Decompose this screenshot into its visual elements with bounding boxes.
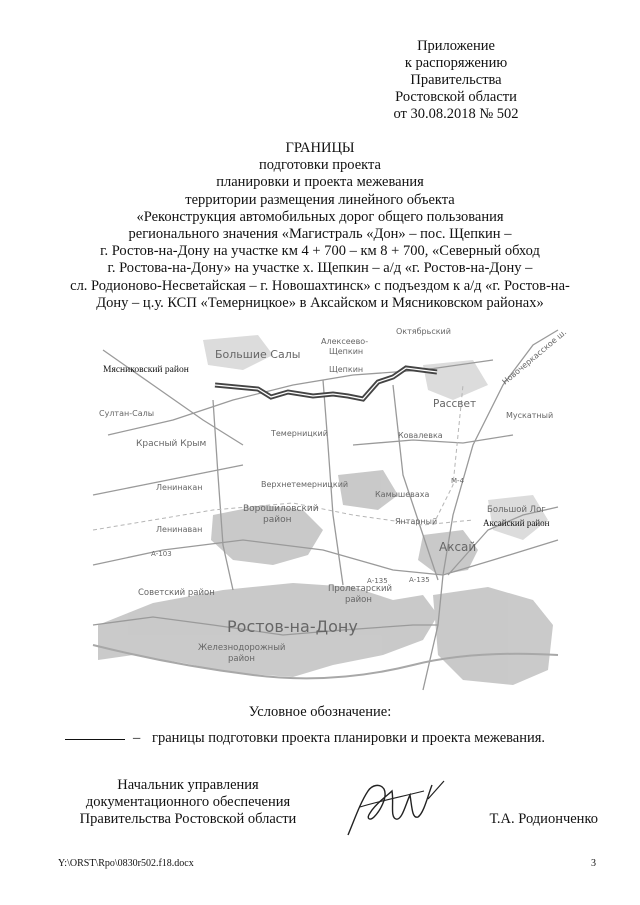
appendix-line: Правительства (410, 72, 502, 88)
legend-title: Условное обозначение: (248, 704, 392, 720)
title-line: г. Ростов-на-Дону на участке км 4 + 700 – км 8 + 700, «Северный обход (100, 243, 540, 260)
appendix-line: Приложение (417, 38, 495, 54)
document-title (40, 140, 600, 312)
legend-line-symbol (65, 739, 125, 740)
appendix-line: Ростовской области (395, 89, 517, 105)
signature (340, 773, 450, 848)
title-line: подготовки проекта (259, 157, 381, 174)
title-line: территории размещения линейного объекта (185, 191, 455, 208)
map-label-zheleznodorozhny: Железнодорожный (198, 643, 286, 653)
title-line: г. Ростова-на-Дону» на участке х. Щепкин – а/д «г. Ростов-на-Дону – (107, 260, 533, 277)
map-label-yantarny: Янтарный (395, 517, 438, 526)
map-label-krasny-krym: Красный Крым (136, 439, 207, 449)
map-label-alekseevo: Алексеево- (321, 337, 369, 346)
map-canvas (93, 325, 569, 690)
title-heading: ГРАНИЦЫ (285, 140, 355, 156)
map-label-bolshoy-log: Большой Лог (487, 505, 546, 515)
map-label-aksay: Аксай (439, 540, 477, 554)
map-label-kovalevka: Ковалевка (398, 431, 443, 440)
signature-graphic (340, 773, 450, 843)
map-label-shchepkin: Щепкин (329, 365, 364, 374)
map-label-zheleznodorozhny-2: район (228, 654, 255, 664)
map-label-road-m4: М-4 (451, 477, 465, 485)
signer-name: Т.А. Родионченко (489, 811, 598, 827)
signer-position-line: Правительства Ростовской области (79, 811, 297, 827)
appendix-block (346, 38, 566, 123)
map-label-rostov: Ростов-на-Дону (227, 617, 358, 636)
title-line: Дону – ц.у. КСП «Темерницкое» в Аксайском и Мясниковском районах» (96, 294, 544, 311)
map-label-muskatny: Мускатный (506, 411, 554, 420)
map-label-road-a135-2: А-135 (409, 576, 430, 584)
map-label-proletarsky: Пролетарский (328, 584, 393, 594)
map-label-road-a103: А-103 (151, 550, 172, 558)
map-label-sovetsky-district: Советский район (138, 588, 215, 598)
map-label-voroshilovsky-2: район (263, 515, 292, 525)
map-label-voroshilovsky: Ворошиловский (243, 504, 319, 514)
signer-position-line: документационного обеспечения (85, 794, 291, 810)
map-label-novocherkassk-road: Новочеркасское ш. (500, 327, 569, 387)
page-number: 3 (591, 858, 596, 869)
legend-description: границы подготовки проекта планировки и проекта межевания. (152, 730, 546, 746)
signer-position (68, 777, 308, 828)
map-label-myasnikovsky-district: Мясниковский район (103, 365, 189, 375)
map-label-aksaysky-district: Аксайский район (483, 518, 550, 528)
title-line: планировки и проекта межевания (216, 174, 424, 191)
map-label-alekseevo-2: Щепкин (329, 347, 364, 356)
map-label-leninakan: Ленинакан (156, 483, 203, 492)
map-label-rassvet: Рассвет (433, 398, 477, 410)
title-line: сл. Родионово-Несветайская – г. Новошахтинск» с подъездом к а/д «г. Ростов-на- (70, 277, 570, 294)
appendix-line: к распоряжению (404, 55, 508, 71)
title-line: регионального значения «Магистраль «Дон» – пос. Щепкин – (128, 226, 512, 243)
map-label-kamyshevakha: Камышеваха (375, 490, 430, 499)
title-line: «Реконструкция автомобильных дорог общего пользования (136, 208, 504, 225)
legend-dash: – (133, 730, 141, 746)
map-label-temernitsky: Темерницкий (271, 429, 328, 438)
map-label-verkhnetemernitsky: Верхнетемерницкий (261, 480, 349, 489)
signer-position-line: Начальник управления (117, 777, 259, 793)
map-label-sultan-saly: Султан-Салы (99, 409, 155, 418)
map-label-proletarsky-2: район (345, 595, 372, 605)
footer-file-path: Y:\ORST\Rpo\0830r502.f18.docx (58, 858, 194, 869)
map (93, 325, 569, 690)
map-label-bolshie-saly: Большие Салы (215, 348, 301, 361)
map-label-oktyabrsky: Октябрьский (396, 327, 451, 336)
appendix-date-number: от 30.08.2018 № 502 (393, 106, 519, 122)
map-label-road-a135: А-135 (367, 577, 388, 585)
map-label-leninavan: Ленинаван (156, 525, 203, 534)
